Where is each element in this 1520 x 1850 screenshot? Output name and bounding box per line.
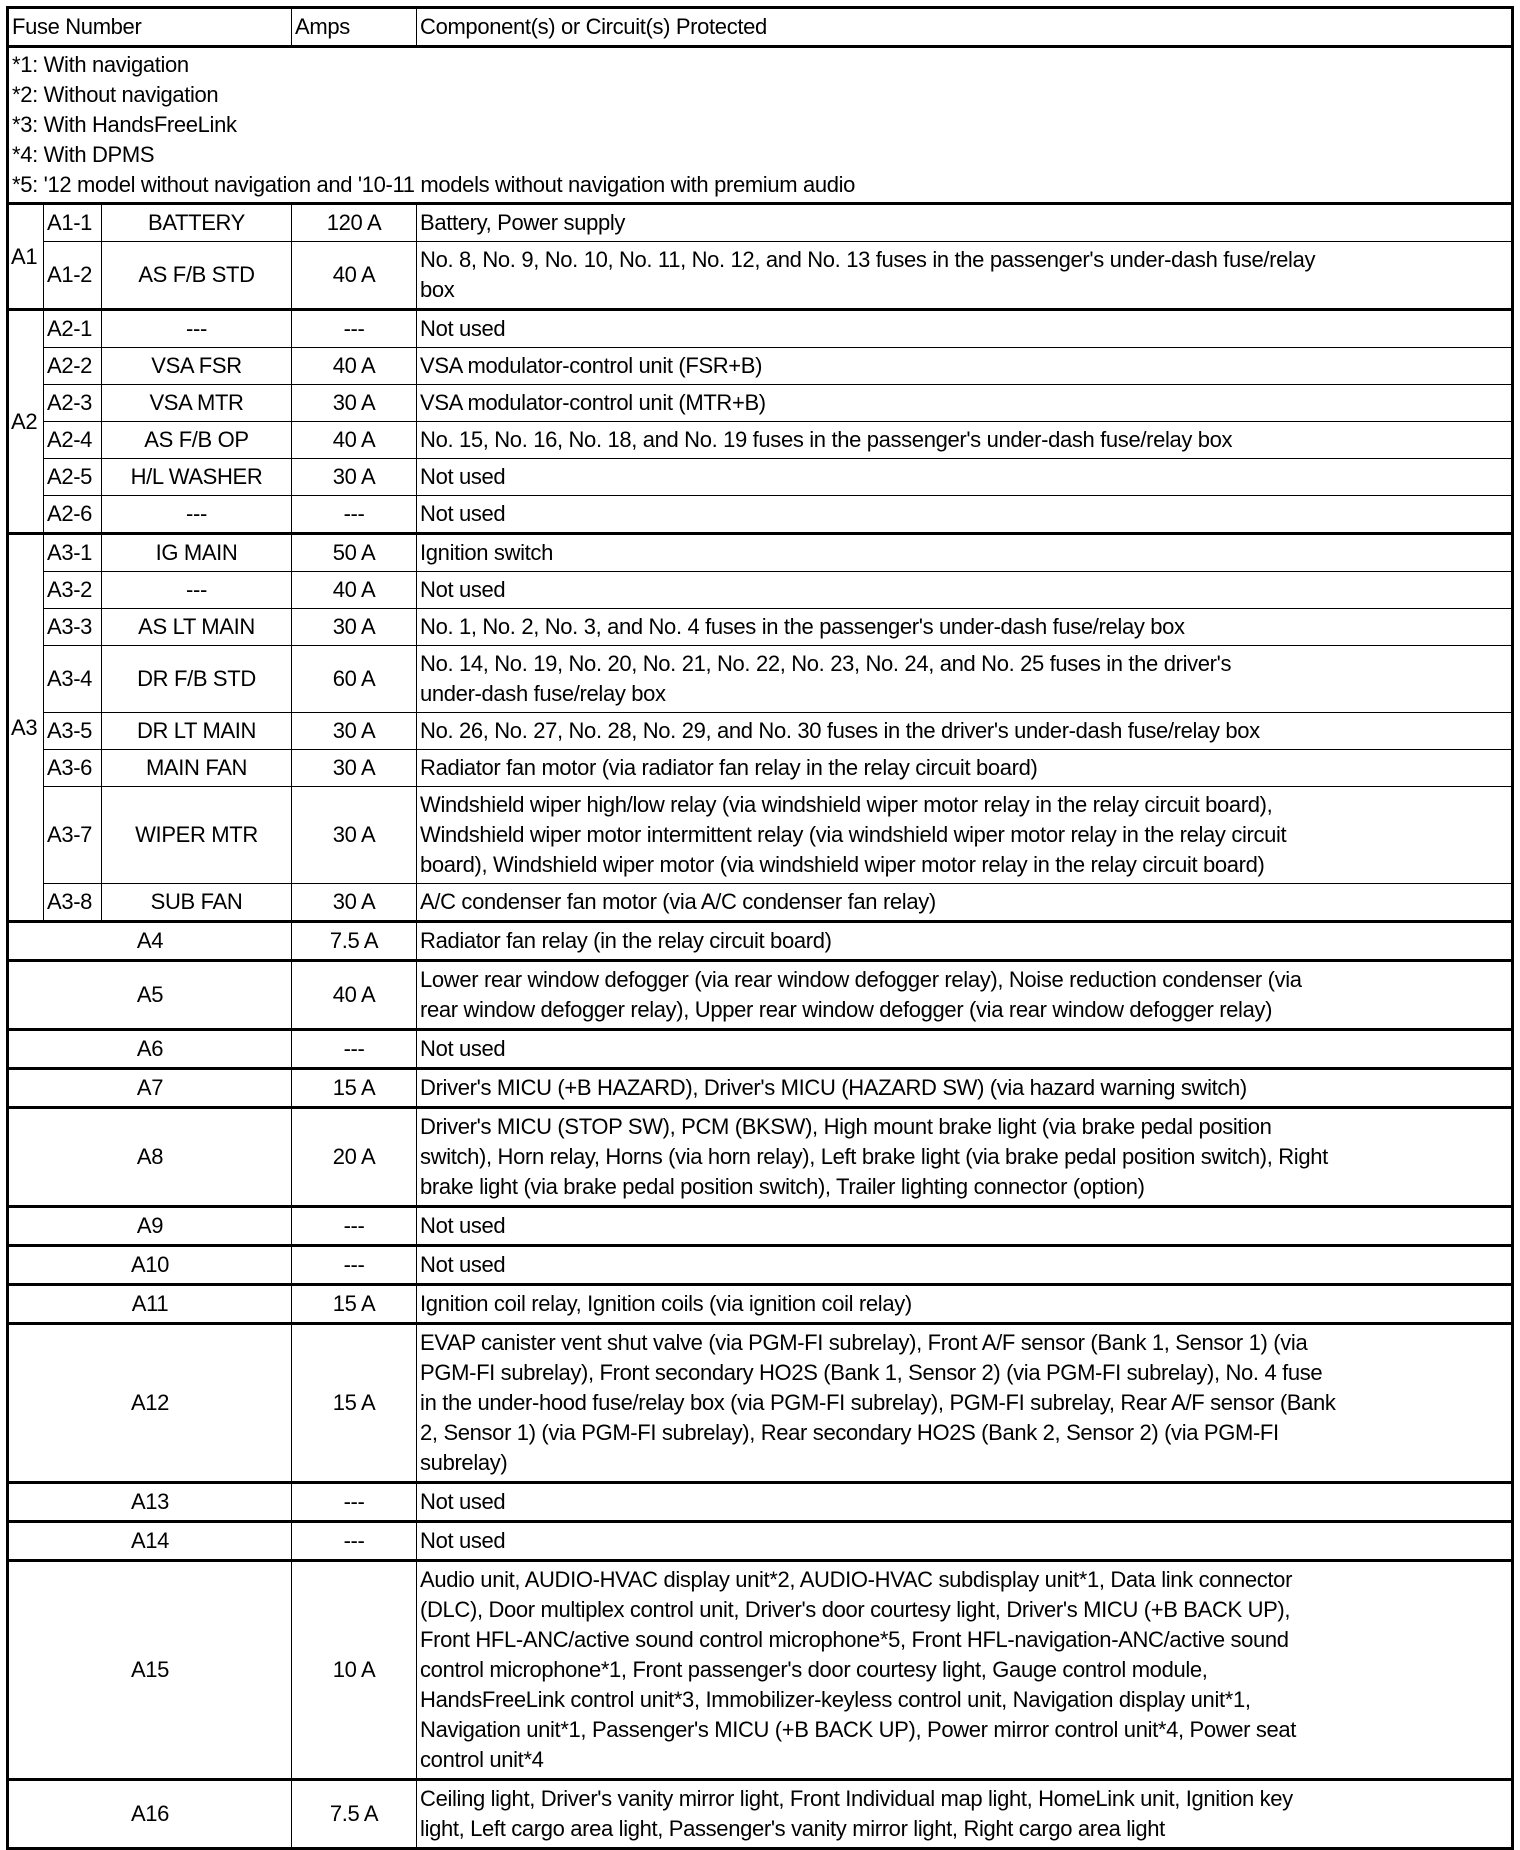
component-description	[417, 750, 1513, 787]
footnotes	[8, 47, 1513, 204]
fuse-amps: ---	[292, 1483, 417, 1522]
component-description	[417, 922, 1513, 961]
component-description	[417, 1246, 1513, 1285]
fuse-row	[8, 1030, 1513, 1069]
component-description	[417, 1561, 1513, 1780]
component-description	[417, 422, 1513, 459]
footnote: *3: With HandsFreeLink	[12, 112, 237, 137]
description-line: Not used	[420, 1036, 506, 1061]
description-line: (DLC), Door multiplex control unit, Driver's door courtesy light, Driver's MICU (+B BACK UP),	[420, 1597, 1291, 1622]
description-line: A/C condenser fan motor (via A/C condenser fan relay)	[420, 889, 936, 914]
fuse-row	[8, 1561, 1513, 1780]
fuse-name: VSA FSR	[102, 348, 292, 385]
component-description	[417, 1483, 1513, 1522]
fuse-amps: 10 A	[292, 1561, 417, 1780]
fuse-name: BATTERY	[102, 204, 292, 242]
description-line: No. 26, No. 27, No. 28, No. 29, and No. 30 fuses in the driver's under-dash fuse/relay box	[420, 718, 1260, 743]
description-line: control microphone*1, Front passenger's door courtesy light, Gauge control module,	[420, 1657, 1208, 1682]
fuse-id: A2-1	[44, 310, 102, 348]
fuse-row	[8, 1522, 1513, 1561]
fuse-id: A2-6	[44, 496, 102, 534]
fuse-amps: 40 A	[292, 242, 417, 310]
fuse-amps: 40 A	[292, 961, 417, 1030]
component-description	[417, 609, 1513, 646]
fuse-id: A12	[8, 1324, 292, 1483]
component-description	[417, 787, 1513, 884]
fuse-amps: 30 A	[292, 884, 417, 922]
header-components: Component(s) or Circuit(s) Protected	[417, 8, 1513, 47]
fuse-id: A3-1	[44, 534, 102, 572]
fuse-amps: 50 A	[292, 534, 417, 572]
fuse-amps: ---	[292, 310, 417, 348]
component-description	[417, 348, 1513, 385]
description-line: control unit*4	[420, 1747, 544, 1772]
fuse-row	[8, 1246, 1513, 1285]
footnote: *1: With navigation	[12, 52, 189, 77]
header-row	[8, 8, 1513, 47]
fuse-name: AS LT MAIN	[102, 609, 292, 646]
fuse-id: A10	[8, 1246, 292, 1285]
component-description	[417, 1207, 1513, 1246]
component-description	[417, 713, 1513, 750]
fuse-name: ---	[102, 310, 292, 348]
description-line: No. 1, No. 2, No. 3, and No. 4 fuses in the passenger's under-dash fuse/relay box	[420, 614, 1185, 639]
fuse-id: A2-5	[44, 459, 102, 496]
fuse-amps: 7.5 A	[292, 1780, 417, 1849]
component-description	[417, 459, 1513, 496]
fuse-name: ---	[102, 572, 292, 609]
fuse-row	[8, 459, 1513, 496]
component-description	[417, 961, 1513, 1030]
fuse-id: A8	[8, 1108, 292, 1207]
fuse-group-label: A2	[8, 310, 44, 534]
description-line: Audio unit, AUDIO-HVAC display unit*2, AUDIO-HVAC subdisplay unit*1, Data link connector	[420, 1567, 1293, 1592]
description-line: Not used	[420, 1528, 506, 1553]
fuse-amps: ---	[292, 1246, 417, 1285]
fuse-row	[8, 750, 1513, 787]
fuse-id: A3-7	[44, 787, 102, 884]
description-line: rear window defogger relay), Upper rear window defogger (via rear window defogger relay)	[420, 997, 1273, 1022]
fuse-id: A3-2	[44, 572, 102, 609]
description-line: Not used	[420, 577, 506, 602]
header-amps: Amps	[292, 8, 417, 47]
description-line: Not used	[420, 316, 506, 341]
fuse-row	[8, 1108, 1513, 1207]
description-line: VSA modulator-control unit (FSR+B)	[420, 353, 763, 378]
fuse-id: A2-3	[44, 385, 102, 422]
fuse-row	[8, 961, 1513, 1030]
fuse-name: WIPER MTR	[102, 787, 292, 884]
fuse-name: AS F/B OP	[102, 422, 292, 459]
fuse-row	[8, 572, 1513, 609]
fuse-id: A16	[8, 1780, 292, 1849]
footnote: *5: '12 model without navigation and '10-11 models without navigation with premium audio	[12, 172, 856, 197]
fuse-amps: ---	[292, 1522, 417, 1561]
fuse-amps: 15 A	[292, 1069, 417, 1108]
description-line: Ceiling light, Driver's vanity mirror light, Front Individual map light, HomeLink unit, Ignition key	[420, 1786, 1293, 1811]
description-line: No. 8, No. 9, No. 10, No. 11, No. 12, and No. 13 fuses in the passenger's under-dash fuse/relay	[420, 247, 1316, 272]
footnote: *4: With DPMS	[12, 142, 155, 167]
notes-row	[8, 47, 1513, 204]
fuse-row	[8, 884, 1513, 922]
description-line: HandsFreeLink control unit*3, Immobilizer-keyless control unit, Navigation display unit*1,	[420, 1687, 1251, 1712]
description-line: Lower rear window defogger (via rear window defogger relay), Noise reduction condenser (via	[420, 967, 1302, 992]
description-line: Not used	[420, 501, 506, 526]
description-line: Front HFL-ANC/active sound control microphone*5, Front HFL-navigation-ANC/active sound	[420, 1627, 1289, 1652]
description-line: No. 15, No. 16, No. 18, and No. 19 fuses in the passenger's under-dash fuse/relay box	[420, 427, 1233, 452]
fuse-row	[8, 922, 1513, 961]
description-line: light, Left cargo area light, Passenger's vanity mirror light, Right cargo area light	[420, 1816, 1165, 1841]
fuse-group-label: A3	[8, 534, 44, 922]
component-description	[417, 1030, 1513, 1069]
description-line: Ignition coil relay, Ignition coils (via ignition coil relay)	[420, 1291, 912, 1316]
description-line: Windshield wiper motor intermittent relay (via windshield wiper motor relay in the relay circuit	[420, 822, 1287, 847]
description-line: Driver's MICU (+B HAZARD), Driver's MICU (HAZARD SW) (via hazard warning switch)	[420, 1075, 1247, 1100]
fuse-name: SUB FAN	[102, 884, 292, 922]
description-line: No. 14, No. 19, No. 20, No. 21, No. 22, No. 23, No. 24, and No. 25 fuses in the driver's	[420, 651, 1232, 676]
description-line: Radiator fan motor (via radiator fan relay in the relay circuit board)	[420, 755, 1038, 780]
fuse-id: A14	[8, 1522, 292, 1561]
fuse-id: A3-6	[44, 750, 102, 787]
fuse-name: ---	[102, 496, 292, 534]
fuse-id: A5	[8, 961, 292, 1030]
description-line: Not used	[420, 1213, 506, 1238]
fuse-row	[8, 1069, 1513, 1108]
component-description	[417, 534, 1513, 572]
fuse-id: A7	[8, 1069, 292, 1108]
fuse-id: A4	[8, 922, 292, 961]
fuse-id: A3-3	[44, 609, 102, 646]
fuse-id: A15	[8, 1561, 292, 1780]
fuse-row	[8, 422, 1513, 459]
description-line: subrelay)	[420, 1450, 508, 1475]
fuse-row	[8, 385, 1513, 422]
component-description	[417, 884, 1513, 922]
fuse-id: A3-5	[44, 713, 102, 750]
fuse-row	[8, 1324, 1513, 1483]
description-line: Driver's MICU (STOP SW), PCM (BKSW), High mount brake light (via brake pedal position	[420, 1114, 1272, 1139]
description-line: under-dash fuse/relay box	[420, 681, 666, 706]
fuse-row	[8, 1207, 1513, 1246]
fuse-amps: ---	[292, 1207, 417, 1246]
description-line: board), Windshield wiper motor (via windshield wiper motor relay in the relay circuit board)	[420, 852, 1265, 877]
fuse-name: DR LT MAIN	[102, 713, 292, 750]
description-line: Ignition switch	[420, 540, 553, 565]
fuse-amps: 40 A	[292, 422, 417, 459]
fuse-amps: 30 A	[292, 385, 417, 422]
footnote: *2: Without navigation	[12, 82, 219, 107]
fuse-row	[8, 1483, 1513, 1522]
fuse-row	[8, 1780, 1513, 1849]
fuse-name: MAIN FAN	[102, 750, 292, 787]
component-description	[417, 242, 1513, 310]
fuse-amps: 40 A	[292, 348, 417, 385]
fuse-row	[8, 496, 1513, 534]
fuse-row	[8, 348, 1513, 385]
description-line: Windshield wiper high/low relay (via windshield wiper motor relay in the relay circuit board),	[420, 792, 1273, 817]
component-description	[417, 310, 1513, 348]
description-line: PGM-FI subrelay), Front secondary HO2S (Bank 1, Sensor 2) (via PGM-FI subrelay), No. 4 fuse	[420, 1360, 1323, 1385]
fuse-name: VSA MTR	[102, 385, 292, 422]
fuse-row	[8, 1285, 1513, 1324]
description-line: switch), Horn relay, Horns (via horn relay), Left brake light (via brake pedal position switch), Right	[420, 1144, 1328, 1169]
description-line: VSA modulator-control unit (MTR+B)	[420, 390, 766, 415]
component-description	[417, 1522, 1513, 1561]
fuse-amps: 30 A	[292, 459, 417, 496]
fuse-id: A3-4	[44, 646, 102, 713]
fuse-amps: 120 A	[292, 204, 417, 242]
fuse-amps: 40 A	[292, 572, 417, 609]
fuse-id: A13	[8, 1483, 292, 1522]
description-line: Battery, Power supply	[420, 210, 626, 235]
fuse-id: A2-4	[44, 422, 102, 459]
fuse-amps: 7.5 A	[292, 922, 417, 961]
fuse-id: A9	[8, 1207, 292, 1246]
fuse-amps: 30 A	[292, 750, 417, 787]
fuse-amps: 30 A	[292, 787, 417, 884]
fuse-row	[8, 310, 1513, 348]
fuse-id: A1-1	[44, 204, 102, 242]
component-description	[417, 1108, 1513, 1207]
fuse-id: A6	[8, 1030, 292, 1069]
fuse-row	[8, 787, 1513, 884]
component-description	[417, 204, 1513, 242]
fuse-id: A2-2	[44, 348, 102, 385]
fuse-amps: 15 A	[292, 1324, 417, 1483]
description-line: brake light (via brake pedal position switch), Trailer lighting connector (option)	[420, 1174, 1145, 1199]
description-line: Not used	[420, 1252, 506, 1277]
description-line: in the under-hood fuse/relay box (via PGM-FI subrelay), PGM-FI subrelay, Rear A/F sensor (Bank	[420, 1390, 1336, 1415]
fuse-id: A1-2	[44, 242, 102, 310]
fuse-name: AS F/B STD	[102, 242, 292, 310]
fuse-amps: 30 A	[292, 713, 417, 750]
fuse-name: H/L WASHER	[102, 459, 292, 496]
fuse-row	[8, 646, 1513, 713]
fuse-amps: 20 A	[292, 1108, 417, 1207]
fuse-amps: 15 A	[292, 1285, 417, 1324]
fuse-group-label: A1	[8, 204, 44, 310]
fuse-amps: 60 A	[292, 646, 417, 713]
fuse-name: DR F/B STD	[102, 646, 292, 713]
fuse-table	[6, 6, 1514, 1850]
description-line: box	[420, 277, 455, 302]
component-description	[417, 496, 1513, 534]
component-description	[417, 572, 1513, 609]
description-line: Not used	[420, 464, 506, 489]
component-description	[417, 646, 1513, 713]
component-description	[417, 385, 1513, 422]
component-description	[417, 1285, 1513, 1324]
component-description	[417, 1780, 1513, 1849]
fuse-amps: 30 A	[292, 609, 417, 646]
description-line: Not used	[420, 1489, 506, 1514]
description-line: 2, Sensor 1) (via PGM-FI subrelay), Rear secondary HO2S (Bank 2, Sensor 2) (via PGM-FI	[420, 1420, 1279, 1445]
fuse-amps: ---	[292, 1030, 417, 1069]
header-fuse-number: Fuse Number	[8, 8, 292, 47]
fuse-id: A11	[8, 1285, 292, 1324]
description-line: Navigation unit*1, Passenger's MICU (+B BACK UP), Power mirror control unit*4, Power seat	[420, 1717, 1297, 1742]
fuse-name: IG MAIN	[102, 534, 292, 572]
fuse-id: A3-8	[44, 884, 102, 922]
fuse-row	[8, 534, 1513, 572]
fuse-row	[8, 713, 1513, 750]
description-line: EVAP canister vent shut valve (via PGM-FI subrelay), Front A/F sensor (Bank 1, Sensor 1) (via	[420, 1330, 1308, 1355]
fuse-row	[8, 204, 1513, 242]
fuse-amps: ---	[292, 496, 417, 534]
component-description	[417, 1324, 1513, 1483]
fuse-row	[8, 609, 1513, 646]
description-line: Radiator fan relay (in the relay circuit board)	[420, 928, 832, 953]
component-description	[417, 1069, 1513, 1108]
fuse-row	[8, 242, 1513, 310]
